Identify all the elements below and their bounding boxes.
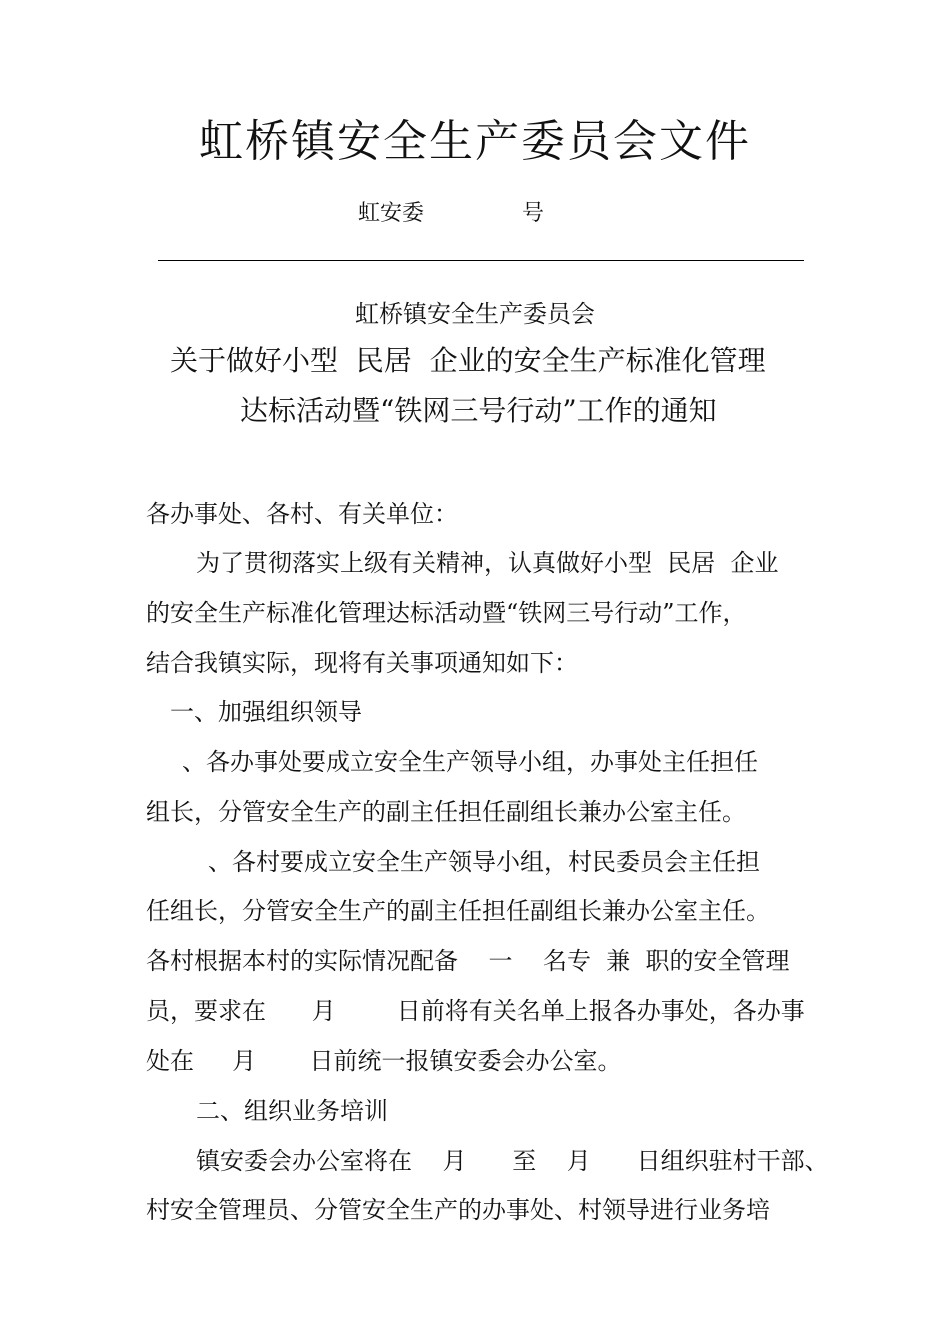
body-line: 各村根据本村的实际情况配备 一 名专 兼 职的安全管理: [146, 947, 790, 975]
section-heading: 一、加强组织领导: [170, 698, 362, 726]
body-line: 、各村要成立安全生产领导小组，村民委员会主任担: [208, 848, 760, 876]
document-number-prefix: 虹安委: [358, 201, 425, 226]
notice-title-line-2: 达标活动暨“铁网三号行动”工作的通知: [240, 394, 717, 427]
body-line: 结合我镇实际，现将有关事项通知如下：: [146, 649, 578, 677]
body-line: 处在 月 日前统一报镇安委会办公室。: [146, 1047, 622, 1075]
body-line: 村安全管理员、分管安全生产的办事处、村领导进行业务培: [146, 1196, 770, 1224]
header-divider: [158, 260, 804, 261]
body-line: 镇安委会办公室将在 月 至 月 日组织驻村干部、: [196, 1147, 829, 1175]
document-title: 虹桥镇安全生产委员会文件: [199, 116, 751, 167]
body-line: 任组长，分管安全生产的副主任担任副组长兼办公室主任。: [146, 897, 770, 925]
body-line: 组长，分管安全生产的副主任担任副组长兼办公室主任。: [146, 798, 746, 826]
body-line: 为了贯彻落实上级有关精神，认真做好小型 民居 企业: [196, 549, 779, 577]
notice-issuer: 虹桥镇安全生产委员会: [355, 300, 595, 328]
body-line: 、各办事处要成立安全生产领导小组，办事处主任担任: [182, 748, 758, 776]
body-line: 员，要求在 月 日前将有关名单上报各办事处，各办事: [146, 997, 805, 1025]
document-number-suffix: 号: [522, 201, 545, 226]
body-line: 的安全生产标准化管理达标活动暨“铁网三号行动”工作，: [146, 599, 747, 627]
notice-title-line-1: 关于做好小型 民居 企业的安全生产标准化管理: [170, 344, 766, 377]
section-heading: 二、组织业务培训: [196, 1097, 388, 1125]
salutation: 各办事处、各村、有关单位：: [146, 500, 458, 528]
